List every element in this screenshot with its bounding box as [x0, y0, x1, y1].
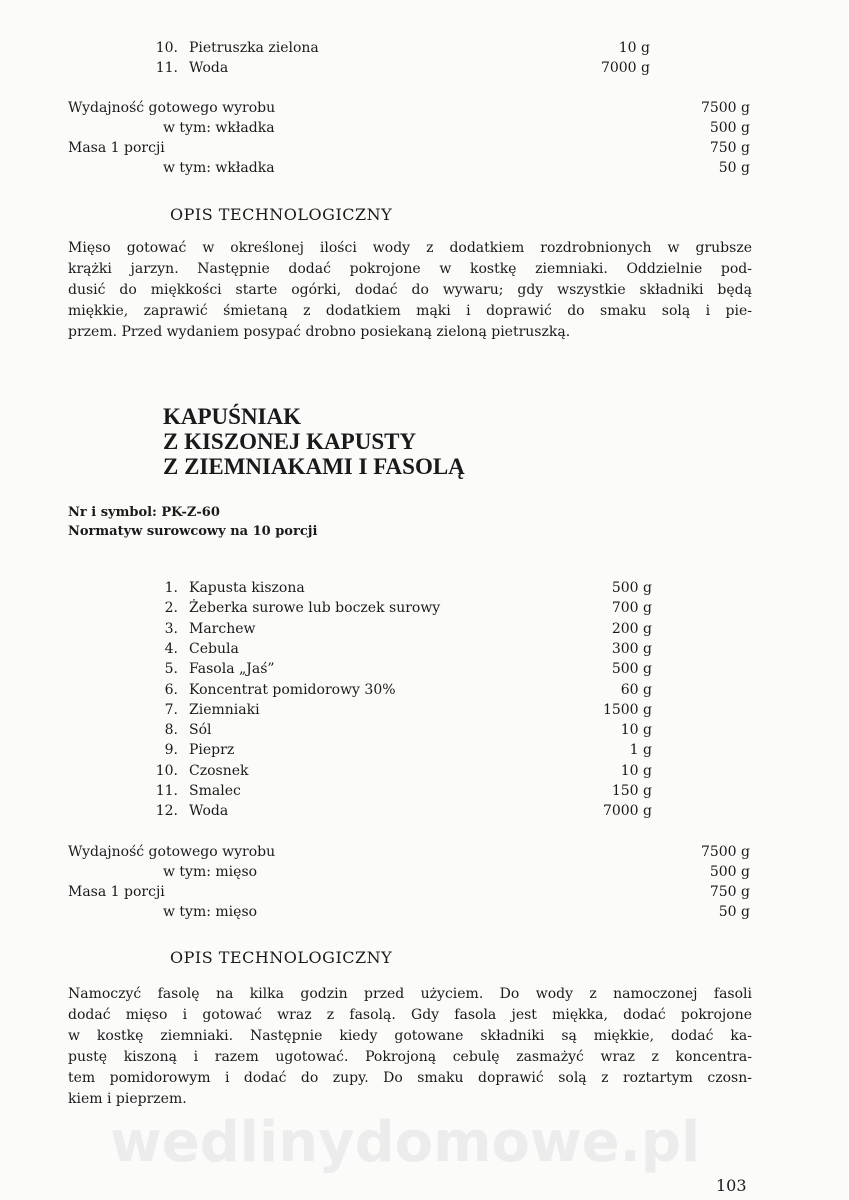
ingredient-name: Marchew	[189, 620, 256, 637]
page-number: 103	[716, 1176, 747, 1195]
ingredient-row	[0, 720, 849, 740]
yield-value: 500 g	[709, 120, 750, 136]
ingredient-number: 8.	[164, 722, 178, 739]
ingredient-number: 7.	[164, 701, 178, 718]
ingredient-name: Pieprz	[189, 742, 235, 759]
ingredient-number: 9.	[164, 742, 178, 759]
ingredient-row	[0, 639, 849, 659]
yield-row	[0, 158, 849, 178]
raw-material-norm: Normatyw surowcowy na 10 porcji	[68, 524, 318, 539]
description-line: krążki jarzyn. Następnie dodać pokrojone w kostkę ziemniaki. Oddzielnie pod-	[68, 261, 752, 277]
ingredient-row	[0, 740, 849, 760]
yield-label: w tym: mięso	[163, 904, 258, 920]
yield-value: 750 g	[709, 884, 750, 900]
ingredient-number: 11.	[155, 783, 178, 799]
ingredient-amount: 1500 g	[602, 701, 652, 718]
ingredient-name: Woda	[189, 60, 229, 76]
recipe-title	[163, 404, 465, 479]
description-line: pustę kiszoną i razem ugotować. Pokrojoną cebulę zasmażyć wraz z koncentra-	[68, 1049, 752, 1065]
top-section-heading: OPIS TECHNOLOGICZNY	[170, 205, 393, 224]
ingredient-amount: 700 g	[611, 600, 652, 617]
yield-row	[0, 138, 849, 158]
ingredient-number: 4.	[164, 640, 178, 657]
ingredient-name: Czosnek	[189, 762, 249, 779]
yield-value: 7500 g	[700, 100, 750, 116]
ingredient-amount: 7000 g	[600, 60, 650, 76]
yield-row	[0, 842, 849, 862]
ingredient-amount: 200 g	[611, 620, 652, 637]
recipe-symbol: Nr i symbol: PK-Z-60	[68, 505, 220, 520]
ingredient-name: Pietruszka zielona	[189, 40, 319, 56]
section-heading: OPIS TECHNOLOGICZNY	[170, 948, 393, 967]
ingredient-number: 10.	[155, 762, 178, 779]
ingredient-row	[0, 578, 849, 598]
ingredient-name: Koncentrat pomidorowy 30%	[189, 681, 396, 698]
watermark: wedlinydomowe.pl	[110, 1110, 701, 1175]
ingredient-row	[0, 801, 849, 821]
description-line: dusić do miękkości starte ogórki, dodać do wywaru; gdy wszystkie składniki będą	[68, 282, 752, 298]
ingredient-row	[0, 58, 849, 78]
ingredient-number: 11.	[155, 60, 178, 76]
recipe-title-line: Z KISZONEJ KAPUSTY	[163, 429, 417, 454]
ingredient-amount: 150 g	[611, 783, 652, 799]
ingredient-number: 1.	[164, 580, 178, 596]
description-line: przem. Przed wydaniem posypać drobno posiekaną zieloną pietruszką.	[68, 324, 571, 340]
ingredient-row	[0, 619, 849, 639]
ingredient-name: Żeberka surowe lub boczek surowy	[189, 600, 441, 617]
yield-value: 500 g	[709, 864, 750, 880]
ingredient-name: Fasola „Jaś”	[189, 661, 275, 678]
ingredient-number: 5.	[164, 661, 178, 678]
yield-value: 750 g	[709, 140, 750, 156]
ingredient-amount: 1 g	[629, 742, 652, 759]
ingredient-amount: 500 g	[611, 580, 652, 596]
yield-label: Masa 1 porcji	[68, 884, 165, 900]
yield-row	[0, 882, 849, 902]
yield-row	[0, 118, 849, 138]
ingredient-row	[0, 38, 849, 58]
ingredient-row	[0, 761, 849, 781]
description-line: Mięso gotować w określonej ilości wody z dodatkiem rozdrobnionych w grubsze	[68, 240, 752, 256]
ingredient-number: 10.	[155, 40, 178, 56]
top-description	[68, 238, 752, 343]
ingredient-number: 12.	[155, 803, 178, 820]
yield-label: Masa 1 porcji	[68, 140, 165, 156]
ingredient-row	[0, 781, 849, 801]
ingredient-name: Kapusta kiszona	[189, 580, 305, 596]
description-line: tem pomidorowym i dodać do zupy. Do smaku doprawić solą z roztartym czosn-	[68, 1070, 752, 1086]
ingredient-row	[0, 659, 849, 679]
ingredient-name: Ziemniaki	[189, 701, 260, 718]
ingredient-amount: 300 g	[611, 640, 652, 657]
ingredient-amount: 500 g	[611, 661, 652, 678]
description-line: kiem i pieprzem.	[68, 1091, 187, 1107]
yield-label: Wydajność gotowego wyrobu	[68, 100, 276, 116]
yield-row	[0, 902, 849, 922]
ingredient-amount: 10 g	[618, 40, 650, 56]
yield-label: w tym: mięso	[163, 864, 258, 880]
ingredient-number: 2.	[164, 600, 178, 617]
ingredient-name: Smalec	[189, 783, 241, 799]
recipe-title-line: Z ZIEMNIAKAMI I FASOLĄ	[163, 454, 465, 479]
description	[68, 984, 752, 1110]
yield-value: 7500 g	[700, 844, 750, 860]
ingredient-number: 3.	[164, 620, 178, 637]
yield-label: w tym: wkładka	[163, 120, 275, 136]
ingredient-amount: 10 g	[620, 722, 652, 739]
description-line: miękkie, zaprawić śmietaną z dodatkiem mąki i doprawić do smaku solą i pie-	[68, 303, 752, 319]
ingredient-row	[0, 680, 849, 700]
recipe-title-line: KAPUŚNIAK	[163, 404, 302, 429]
ingredient-amount: 7000 g	[602, 803, 652, 820]
yield-label: Wydajność gotowego wyrobu	[68, 844, 276, 860]
description-line: Namoczyć fasolę na kilka godzin przed użyciem. Do wody z namoczonej fasoli	[68, 986, 752, 1002]
ingredient-name: Woda	[189, 803, 229, 820]
yield-label: w tym: wkładka	[163, 160, 275, 176]
description-line: w kostkę ziemniaki. Następnie kiedy gotowane składniki są miękkie, dodać ka-	[68, 1028, 752, 1044]
ingredient-number: 6.	[164, 681, 178, 698]
ingredient-row	[0, 700, 849, 720]
ingredient-name: Sól	[189, 722, 212, 739]
ingredient-amount: 10 g	[620, 762, 652, 779]
ingredient-amount: 60 g	[620, 681, 652, 698]
yield-value: 50 g	[718, 160, 750, 176]
ingredient-row	[0, 598, 849, 618]
yield-value: 50 g	[718, 904, 750, 920]
yield-row	[0, 862, 849, 882]
ingredient-name: Cebula	[189, 640, 239, 657]
description-line: dodać mięso i gotować wraz z fasolą. Gdy fasola jest miękka, dodać pokrojone	[68, 1007, 752, 1023]
yield-row	[0, 98, 849, 118]
